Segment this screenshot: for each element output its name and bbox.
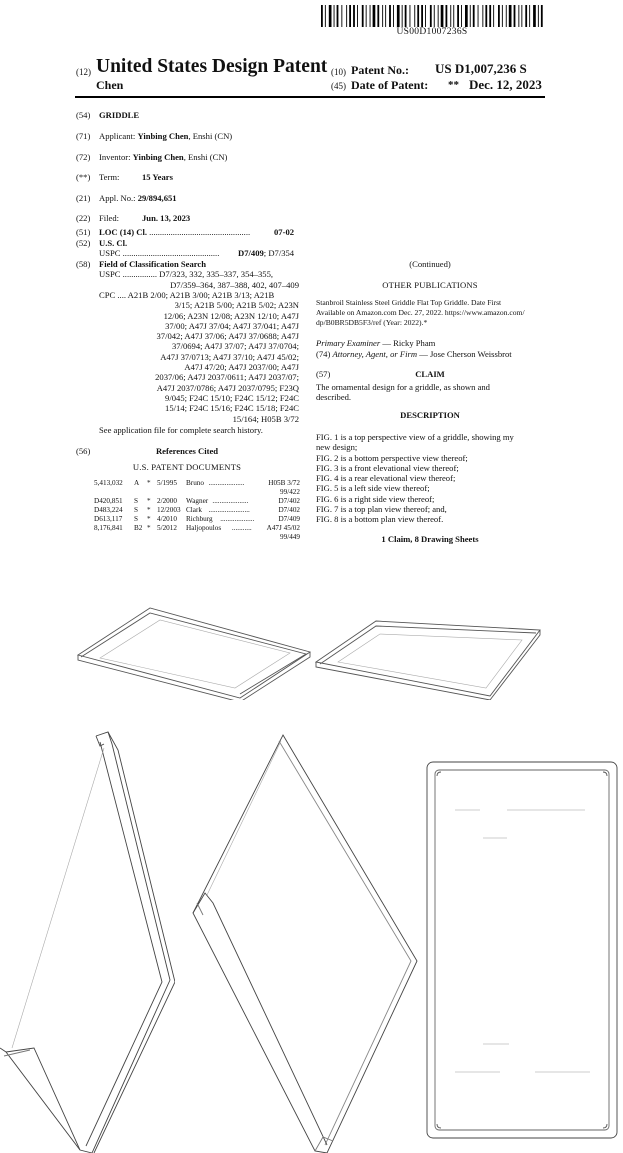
header-rule (75, 96, 545, 98)
barcode-bar (489, 5, 491, 27)
ref-kind: S (134, 497, 138, 505)
cpc-line: 37/0694; A47J 37/07; A47J 37/0704; (171, 341, 299, 352)
search-note: See application file for complete search history. (99, 425, 263, 435)
ref-cls: A47J 45/02 (266, 524, 300, 532)
barcode-bar (465, 5, 468, 27)
ref-dots: ................... (220, 515, 255, 523)
barcode-bar (346, 5, 347, 27)
barcode-bar (525, 5, 527, 27)
ref-star: * (147, 497, 151, 505)
barcode-bar (434, 5, 435, 27)
barcode-bar (493, 5, 494, 27)
ref-cls: D7/402 (278, 497, 300, 505)
barcode-bar (370, 5, 371, 27)
attorney-code: (74) (316, 349, 331, 359)
applicant-name: Yinbing Chen (137, 131, 189, 141)
barcode-bar (498, 5, 500, 27)
cpc-line: 3/15; A21B 5/00; A21B 5/02; A23N (174, 300, 299, 311)
description-line: FIG. 6 is a right side view thereof; (316, 493, 435, 504)
barcode-bar (366, 5, 367, 27)
appl-no-value: 29/894,651 (137, 193, 177, 203)
f72-code: (72) (76, 152, 91, 162)
inventor-name: Yinbing Chen (132, 152, 184, 162)
ref-name: Richburg (186, 515, 213, 523)
cpc-line: 37/00; A47J 37/04; A47J 37/041; A47J (165, 320, 299, 331)
description-line: new design; (316, 442, 358, 453)
barcode-bar (430, 5, 432, 27)
barcode-bar (438, 5, 439, 27)
inventor-surname: Chen (96, 78, 124, 92)
cpc-line: 2037/06; A47J 2037/0611; A47J 2037/07; (155, 372, 299, 383)
barcode-bar (461, 5, 462, 27)
f54-code: (54) (76, 110, 91, 120)
other-pubs-heading: OTHER PUBLICATIONS (382, 280, 478, 290)
ref-kind: S (134, 506, 138, 514)
other-pubs-text (316, 298, 546, 328)
uspc-label: USPC (99, 248, 121, 258)
claim-heading: CLAIM (415, 369, 445, 379)
ref-kind: A (134, 479, 140, 487)
description-line: FIG. 7 is a top plan view thereof; and, (316, 504, 447, 515)
barcode-bar (377, 5, 379, 27)
barcode-bar (441, 5, 444, 27)
ref-num: D483,224 (94, 506, 123, 514)
ref-date: 2/2000 (157, 497, 177, 505)
barcode-bar (521, 5, 522, 27)
applicant-place: , Enshi (CN) (188, 131, 233, 141)
ref-num: 8,176,841 (94, 524, 123, 532)
examiner-label: Primary Examiner (316, 338, 381, 348)
ref-name: Haljopoulos (186, 524, 222, 532)
barcode-bar (397, 5, 400, 27)
cpc-line: 12/06; A23N 12/08; A23N 12/10; A47J (163, 310, 299, 321)
other-pub-line: dp/B0BR5DB5F3/ref (Year: 2022).* (316, 318, 428, 327)
filed-value: Jun. 13, 2023 (142, 213, 191, 223)
ref-date: 4/2010 (157, 515, 177, 523)
patent-date: Dec. 12, 2023 (469, 77, 542, 92)
barcode-bar (506, 5, 507, 27)
barcode-bar (473, 5, 475, 27)
barcode-bar (405, 5, 407, 27)
barcode-bar (402, 5, 403, 27)
barcode-bar (329, 5, 332, 27)
references-heading: References Cited (155, 446, 219, 456)
ref-cls: D7/402 (278, 506, 300, 514)
barcode-bar (509, 5, 512, 27)
attorney-line (316, 349, 512, 359)
loc-class-value: 07-02 (274, 227, 295, 237)
description-line: FIG. 8 is a bottom plan view thereof. (316, 514, 444, 525)
title-field: GRIDDLE (99, 110, 140, 120)
ref-date: 5/2012 (157, 524, 177, 532)
barcode-bar (538, 5, 539, 27)
date-label: Date of Patent: (351, 78, 429, 92)
barcode-bar (357, 5, 358, 27)
document-title: United States Design Patent (96, 56, 328, 77)
griddle-side-view-left (0, 730, 175, 1153)
other-pub-line: Stanbroil Stainless Steel Griddle Flat Top Griddle. Date First (316, 298, 502, 307)
search-cpc-block (99, 290, 299, 424)
barcode-bar (533, 5, 536, 27)
claims-sheets: 1 Claim, 8 Drawing Sheets (381, 534, 479, 544)
barcode-bar (502, 5, 503, 27)
ref-cls: D7/409 (278, 515, 300, 523)
ref-num: 5,413,032 (94, 479, 123, 487)
continued-note: (Continued) (409, 259, 451, 269)
barcode-bar (417, 5, 419, 27)
ref-num: D420,851 (94, 497, 123, 505)
code-12: (12) (76, 67, 91, 77)
griddle-plan-view (425, 760, 620, 1142)
cpc-line: 37/042; A47J 37/06; A47J 37/0688; A47J (156, 331, 299, 342)
ref-num: D613,117 (94, 515, 123, 523)
search-field-label: Field of Classification Search (99, 259, 207, 269)
barcode (321, 5, 543, 27)
examiner-name: — Ricky Pham (380, 338, 436, 348)
term-value: 15 Years (142, 172, 173, 182)
barcode-bar (485, 5, 487, 27)
barcode-bar (450, 5, 451, 27)
description-text (316, 432, 546, 525)
cpc-line: A47J 47/20; A47J 2037/00; A47J (184, 362, 299, 373)
loc-class-field (99, 227, 300, 237)
barcode-bar (478, 5, 479, 27)
ref-star: * (147, 479, 151, 487)
search-uspc-1: USPC ................ D7/323, 332, 335–337, 354–355, (99, 269, 274, 279)
applicant-field (99, 131, 232, 141)
uspc-value (236, 248, 294, 258)
ref-dots: ....................... (208, 506, 250, 514)
ref-kind: S (134, 515, 138, 523)
barcode-bar (337, 5, 339, 27)
inventor-label: Inventor: (99, 152, 131, 162)
ref-cls: H05B 3/72 (268, 479, 300, 487)
description-heading: DESCRIPTION (400, 410, 460, 420)
barcode-bar (541, 5, 543, 27)
inventor-field (99, 152, 227, 162)
barcode-bar (389, 5, 391, 27)
f22-code: (22) (76, 213, 91, 223)
ref-continuation: 99/422 (280, 488, 300, 496)
barcode-bar (518, 5, 519, 27)
ref-dots: .................... (212, 497, 249, 505)
barcode-bar (385, 5, 386, 27)
patent-number: US D1,007,236 S (435, 61, 527, 76)
appl-no-label: Appl. No.: (99, 193, 136, 203)
claim-line: described. (316, 392, 352, 403)
claim-line: The ornamental design for a griddle, as shown and (316, 382, 490, 392)
barcode-bar (373, 5, 376, 27)
ref-name: Wagner (186, 497, 209, 505)
claim-text (316, 382, 544, 403)
barcode-bar (321, 5, 323, 27)
barcode-bar (457, 5, 459, 27)
barcode-bar (393, 5, 394, 27)
cpc-line: 15/14; F24C 15/16; F24C 15/18; F24C (165, 403, 299, 414)
uspc-value-rest: ; D7/354 (263, 248, 295, 258)
ref-date: 5/1995 (157, 479, 177, 487)
patent-no-label: Patent No.: (351, 63, 409, 77)
applicant-label: Applicant: (99, 131, 136, 141)
description-line: FIG. 3 is a front elevational view thereof; (316, 462, 459, 473)
description-line: FIG. 2 is a bottom perspective view thereof; (316, 452, 468, 463)
ref-dots: .................... (208, 479, 245, 487)
griddle-side-view-right (187, 733, 420, 1153)
barcode-bar (341, 5, 342, 27)
claim-code: (57) (316, 369, 331, 379)
barcode-bar (514, 5, 516, 27)
cpc-line: 9/045; F24C 15/10; F24C 15/12; F24C (165, 392, 299, 403)
barcode-number: US00D1007236S (396, 27, 468, 37)
description-line: FIG. 5 is a left side view thereof; (316, 483, 430, 494)
inventor-place: , Enshi (CN) (183, 152, 228, 162)
ref-star: * (147, 515, 151, 523)
barcode-bar (421, 5, 423, 27)
f51-code: (51) (76, 227, 91, 237)
ref-dots: ........... (231, 524, 252, 532)
search-uspc-2: D7/359–364, 387–388, 402, 407–409 (170, 279, 299, 290)
uspc-dots: ............................................. (122, 248, 220, 258)
code-10: (10) (331, 67, 346, 77)
ref-name: Bruno (186, 479, 204, 487)
attorney-label: Attorney, Agent, or Firm (332, 349, 418, 359)
griddle-perspective-figures (70, 600, 550, 700)
description-line: FIG. 1 is a top perspective view of a griddle, showing my (316, 432, 514, 442)
barcode-bar (382, 5, 383, 27)
barcode-bar (425, 5, 426, 27)
us-docs-heading: U.S. PATENT DOCUMENTS (132, 462, 242, 472)
barcode-bar (362, 5, 364, 27)
barcode-bar (414, 5, 415, 27)
other-pub-line: Available on Amazon.com Dec. 27, 2022. https://www.amazon.com/ (316, 308, 525, 317)
ref-kind: B2 (134, 524, 143, 532)
attorney-name: — Jose Cherson Weissbrot (417, 349, 512, 359)
cpc-line: 15/164; H05B 3/72 (232, 413, 299, 424)
barcode-bar (446, 5, 448, 27)
ref-continuation: 99/449 (280, 533, 300, 541)
loc-class-dots: ............................................... (149, 227, 251, 237)
barcode-bar (529, 5, 530, 27)
barcode-bar (349, 5, 351, 27)
f56-code: (56) (76, 446, 91, 456)
cpc-line: A47J 2037/0786; A47J 2037/0795; F23Q (156, 382, 299, 393)
barcode-bar (482, 5, 483, 27)
barcode-bar (334, 5, 335, 27)
f71-code: (71) (76, 131, 91, 141)
ref-star: * (147, 506, 151, 514)
f58-code: (58) (76, 259, 91, 269)
code-45: (45) (331, 81, 346, 91)
loc-class-label: LOC (14) Cl. (99, 227, 147, 237)
examiner-line (316, 338, 435, 348)
filed-label: Filed: (99, 213, 120, 223)
barcode-bar (470, 5, 471, 27)
date-marker: ** (448, 79, 459, 91)
appl-no-field (99, 193, 177, 203)
f21-code: (21) (76, 193, 91, 203)
barcode-bar (410, 5, 411, 27)
f52-code: (52) (76, 238, 91, 248)
description-line: FIG. 4 is a rear elevational view thereof; (316, 473, 456, 484)
ref-date: 12/2003 (157, 506, 181, 514)
us-class-label: U.S. Cl. (99, 238, 128, 248)
ref-name: Clark (186, 506, 202, 514)
cpc-line: A47J 37/0713; A47J 37/10; A47J 45/02; (160, 351, 299, 362)
barcode-bar (453, 5, 454, 27)
term-code: (**) (76, 172, 91, 182)
cpc-line: CPC .... A21B 2/00; A21B 3/00; A21B 3/13; A21B (99, 290, 275, 300)
term-label: Term: (99, 172, 120, 182)
barcode-bar (325, 5, 326, 27)
uspc-value-main: D7/409 (238, 248, 264, 258)
barcode-bar (353, 5, 355, 27)
ref-star: * (147, 524, 151, 532)
